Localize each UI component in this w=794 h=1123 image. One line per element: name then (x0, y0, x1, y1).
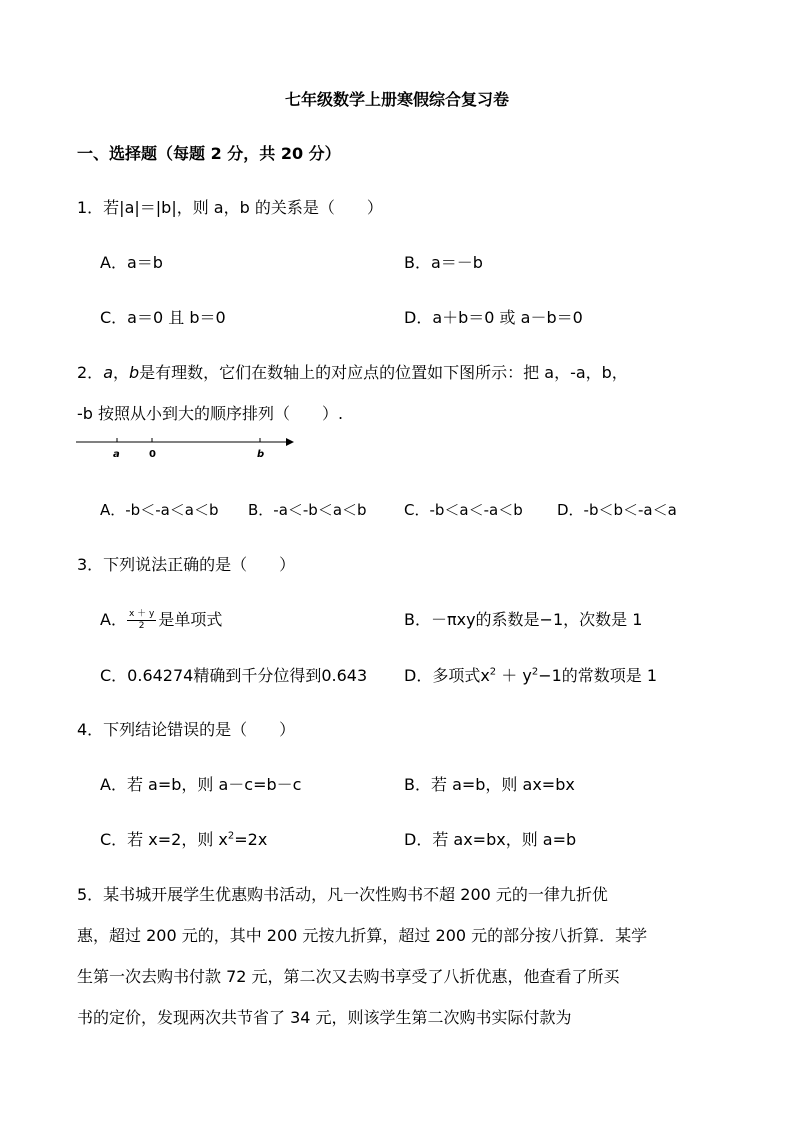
question-2-stem-line2: -b 按照从小到大的顺序排列（ ）. (77, 404, 344, 423)
page-title: 七年级数学上册寒假综合复习卷 (284, 90, 509, 109)
question-3-option-a (100, 609, 222, 632)
question-3-stem: 3．下列说法正确的是（ ） (77, 555, 296, 574)
number-line (74, 432, 298, 462)
question-4-option-c-prefix: C．若 x=2，则 x (100, 830, 228, 849)
question-1-stem: 1．若|a|＝|b|，则 a，b 的关系是（ ） (77, 198, 383, 217)
question-4-option-a: A．若 a=b，则 a－c=b－c (100, 775, 302, 794)
question-4-stem: 4．下列结论错误的是（ ） (77, 720, 296, 739)
axis-label-zero: 0 (149, 449, 156, 460)
question-1-option-d: D．a＋b＝0 或 a－b＝0 (404, 308, 583, 327)
question-1-option-b: B．a＝－b (404, 253, 483, 272)
question-3-option-d-mid: ＋ y (496, 666, 532, 685)
fraction (127, 609, 156, 632)
question-2-option-c: C．-b＜a＜-a＜b (404, 501, 523, 519)
question-5-line-4: 书的定价，发现两次共节省了 34 元，则该学生第二次购书实际付款为 (77, 1008, 572, 1027)
axis-label-b: b (257, 449, 265, 460)
question-1-option-c: C．a＝0 且 b＝0 (100, 308, 226, 327)
question-1-option-a: A．a＝b (100, 253, 163, 272)
question-2-number: 2． (77, 363, 104, 382)
question-2-separator: ， (113, 363, 130, 382)
exponent: 2 (531, 666, 539, 678)
fraction-denominator: 2 (138, 621, 145, 631)
question-3-option-d-prefix: D．多项式x (404, 666, 490, 685)
question-3-option-b: B．－πxy的系数是−1，次数是 1 (404, 610, 643, 629)
question-3-option-d (404, 665, 657, 687)
question-2-stem (77, 362, 628, 384)
question-5-line-3: 生第一次去购书付款 72 元，第二次又去购书享受了八折优惠，他查看了所买 (77, 967, 620, 986)
variable-a: a (103, 363, 113, 382)
exponent: 2 (489, 666, 497, 678)
number-line-arrow (286, 438, 294, 446)
exponent: 2 (227, 830, 235, 842)
question-2-option-b: B．-a＜-b＜a＜b (248, 501, 367, 519)
question-4-option-d: D．若 ax=bx，则 a=b (404, 830, 577, 849)
question-3-option-c: C．0.64274精确到千分位得到0.643 (100, 666, 368, 685)
question-5-line-1: 5．某书城开展学生优惠购书活动，凡一次性购书不超 200 元的一律九折优 (77, 885, 608, 904)
variable-b: b (129, 363, 140, 382)
question-3-option-d-suffix: −1的常数项是 1 (538, 666, 658, 685)
axis-label-a: a (113, 449, 120, 460)
fraction-numerator: x ＋ y (128, 609, 155, 619)
question-2-option-a: A．-b＜-a＜a＜b (100, 501, 219, 519)
question-4-option-c-suffix: =2x (234, 830, 268, 849)
question-3-option-a-prefix: A． (100, 610, 127, 629)
question-4-option-c (100, 829, 267, 851)
question-4-option-b: B．若 a=b，则 ax=bx (404, 775, 575, 794)
section-heading: 一、选择题（每题 2 分，共 20 分） (77, 144, 341, 163)
question-5-line-2: 惠，超过 200 元的，其中 200 元按九折算，超过 200 元的部分按八折算．某学 (77, 926, 648, 945)
question-2-option-d: D．-b＜b＜-a＜a (557, 501, 677, 519)
question-3-option-a-suffix: 是单项式 (158, 610, 223, 629)
question-2-stem-rest: 是有理数，它们在数轴上的对应点的位置如下图所示：把 a，-a，b， (139, 363, 628, 382)
